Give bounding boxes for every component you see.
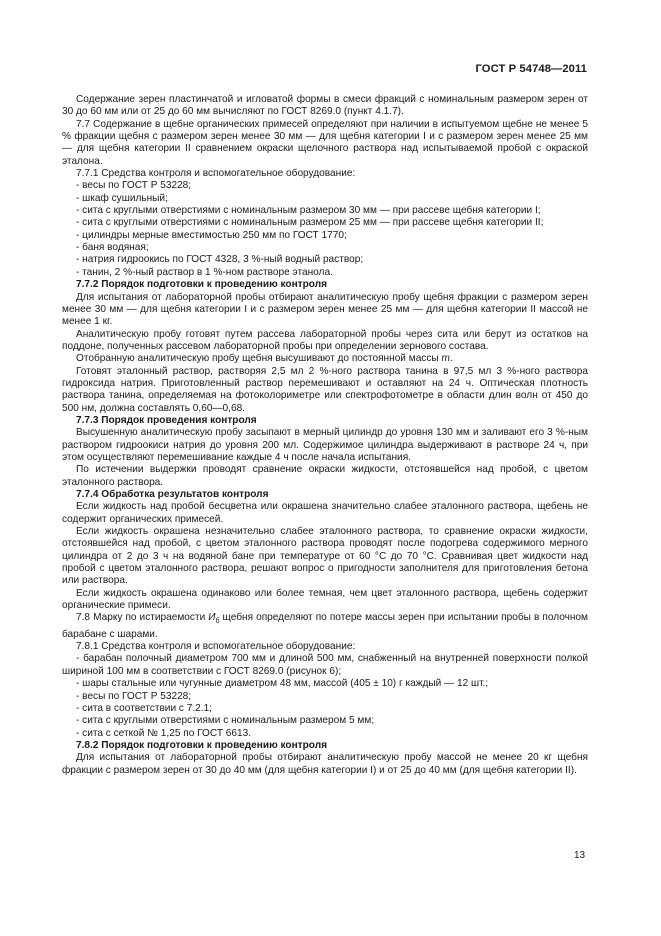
standard-code-header: ГОСТ Р 54748—2011 bbox=[475, 63, 587, 75]
list-item: - шары стальные или чугунные диаметром 48 мм, массой (405 ± 10) г каждый — 12 шт.; bbox=[76, 678, 489, 690]
list-item: - весы по ГОСТ Р 53228; bbox=[76, 180, 192, 192]
list-item: - сита в соответствии с 7.2.1; bbox=[76, 702, 212, 714]
paragraph: Высушенную аналитическую пробу засыпают в мерный цилиндр до уровня 130 мм и заливают его 3 %-ным раствором гидроокиси натрия до уровня 200 мл. Содержимое цилиндра выдерживают в растворе 24 ч, при этом осуществляют перемешивание каждые 4 ч после начала испытания. bbox=[62, 427, 588, 463]
text-run: 7.8 Марку по истираемости bbox=[76, 612, 209, 624]
section-heading-7-7-2: 7.7.2 Порядок подготовки к проведению контроля bbox=[76, 279, 328, 291]
paragraph: Для испытания от лабораторной пробы отбирают аналитическую пробу щебня фракции с размером зерен менее 30 мм — для щебня категории I и с размером зерен менее 25 мм — для щебня категории II массой не менее 1 кг. bbox=[62, 291, 588, 328]
text-run: Отобранную аналитическую пробу щебня высушивают до постоянной массы bbox=[76, 353, 442, 365]
list-item: - барабан полочный диаметром 700 мм и длиной 500 мм, снабженный на внутренней поверхности полкой шириной 100 мм в соответствии с ГОСТ 8269.0 (рисунок 6); bbox=[62, 653, 588, 677]
section-7-8-1: 7.8.1 Средства контроля и вспомогательное оборудование: bbox=[76, 641, 356, 653]
list-item: - баня водяная; bbox=[76, 242, 149, 254]
mass-symbol: m bbox=[441, 353, 450, 365]
list-item: - сита с сеткой № 1,25 по ГОСТ 6613. bbox=[76, 727, 252, 739]
abrasion-subscript: б bbox=[215, 618, 220, 626]
text-run: . bbox=[449, 353, 453, 365]
list-item: - сита с круглыми отверстиями с номинальным размером 5 мм; bbox=[76, 715, 375, 727]
list-item: - сита с круглыми отверстиями с номинальным размером 25 мм — при рассеве щебня категории II; bbox=[76, 217, 544, 229]
paragraph: По истечении выдержки проводят сравнение окраски жидкости, отстоявшейся над пробой, с цветом эталонного раствора. bbox=[62, 464, 588, 488]
list-item: - танин, 2 %-ный раствор в 1 %-ном растворе этанола. bbox=[76, 266, 333, 278]
section-heading-7-8-2: 7.8.2 Порядок подготовки к проведению контроля bbox=[76, 739, 328, 751]
paragraph: Аналитическую пробу готовят путем рассева лабораторной пробы через сита или берут из остатков на поддоне, полученных рассевом лабораторной пробы при определении зернового состава. bbox=[62, 328, 588, 352]
list-item: - сита с круглыми отверстиями с номинальным размером 30 мм — при рассеве щебня категории I; bbox=[76, 205, 541, 217]
paragraph: Содержание зерен пластинчатой и игловатой формы в смеси фракций с номинальным размером зерен от 30 до 60 мм или от 25 до 60 мм вычисляют по ГОСТ 8269.0 (пункт 4.1.7). bbox=[62, 94, 588, 118]
document-body bbox=[62, 94, 588, 777]
page-number: 13 bbox=[574, 850, 586, 861]
section-heading-7-7-3: 7.7.3 Порядок проведения контроля bbox=[76, 414, 257, 426]
section-7-7: 7.7 Содержание в щебне органических примесей определяют при наличии в испытуемом щебне не менее 5 % фракции щебня с размером зерен менее 30 мм — для щебня категории I и с размером зерен менее 25 мм — для щебня категории II сравнением окраски щелочного раствора над испытываемой пробой с окраской эталона. bbox=[62, 118, 588, 167]
list-item: - цилиндры мерные вместимостью 250 мм по ГОСТ 1770; bbox=[76, 229, 347, 241]
section-7-8 bbox=[62, 612, 588, 641]
section-heading-7-7-4: 7.7.4 Обработка результатов контроля bbox=[76, 489, 269, 500]
paragraph: Если жидкость окрашена одинаково или более темная, чем цвет эталонного раствора, щебень содержит органические примеси. bbox=[62, 587, 588, 612]
paragraph: Если жидкость окрашена незначительно слабее эталонного раствора, то сравнение окраски жидкости, отстоявшейся над пробой, с цветом эталонного раствора проводят после подогрева содержимого мерного цилиндра от 2 до 3 ч на водяной бане при температуре от 60 °С до 70 °С. Сравнивая цвет жидкости над пробой с цветом эталонного раствора, решают вопрос о пригодности заполнителя для приготовления бетона или раствора. bbox=[62, 526, 588, 587]
section-7-7-1: 7.7.1 Средства контроля и вспомогательное оборудование: bbox=[76, 168, 356, 180]
paragraph: Если жидкость над пробой бесцветна или окрашена значительно слабее эталонного раствора, щебень не содержит органических примесей. bbox=[62, 501, 588, 525]
list-item: - шкаф сушильный; bbox=[76, 192, 168, 204]
list-item: - весы по ГОСТ Р 53228; bbox=[76, 690, 192, 702]
paragraph: Для испытания от лабораторной пробы отбирают аналитическую пробу массой не менее 20 кг щебня фракции с размером зерен от 30 до 40 мм (для щебня категории I) и от 25 до 40 мм (для щебня категории II). bbox=[62, 752, 588, 776]
paragraph bbox=[62, 353, 588, 365]
list-item: - натрия гидроокись по ГОСТ 4328, 3 %-ный водный раствор; bbox=[76, 254, 364, 266]
abrasion-symbol: И bbox=[208, 612, 216, 624]
paragraph: Готовят эталонный раствор, растворяя 2,5 мл 2 %-ного раствора танина в 97,5 мл 3 %-ного раствора гидроксида натрия. Приготовленный раствор перемешивают и оставляют на 24 ч. Оптическая плотность раствора танина, определяемая на фотоколориметре или спектрофотометре в области длин волн от 450 до 500 нм, должна составлять 0,60—0,68. bbox=[62, 365, 588, 414]
text-run: щебня определяют по потере массы зерен при испытании пробы в полочном барабане с шарами. bbox=[62, 612, 588, 640]
